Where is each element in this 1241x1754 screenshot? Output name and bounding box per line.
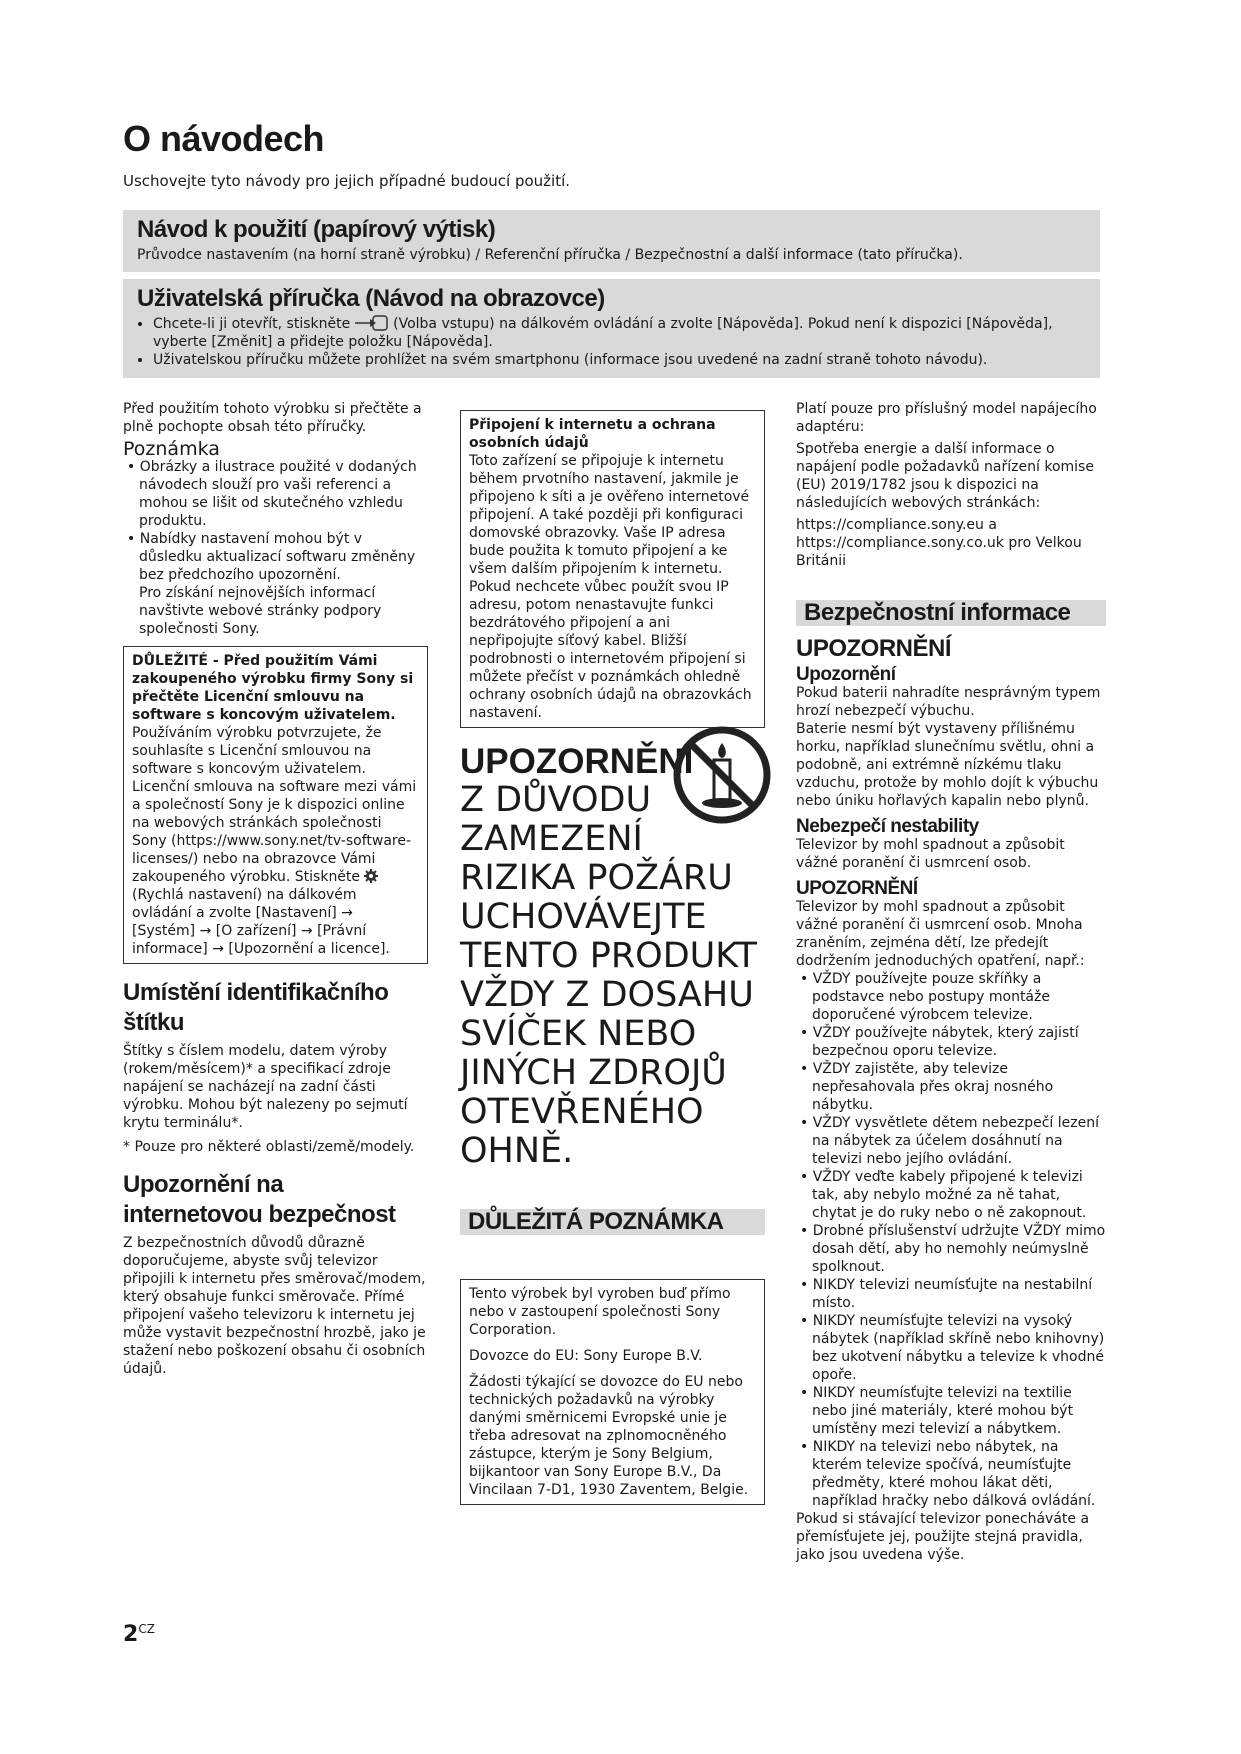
gear-icon bbox=[364, 869, 378, 883]
adapter-p1: Platí pouze pro příslušný model napájecího adaptéru: bbox=[796, 401, 1097, 435]
paper-manual-text: Průvodce nastavením (na horní straně výrobku) / Referenční příručka / Bezpečnostní a další informace (tato příručka). bbox=[137, 247, 963, 263]
language-code: CZ bbox=[138, 1622, 155, 1636]
net-heading: Upozornění na internetovou bezpečnost bbox=[123, 1171, 396, 1228]
list-item: • NIKDY televizi neumísťujte na nestabilní místo. bbox=[796, 1276, 1106, 1312]
list-item: • Chcete-li ji otevřít, stiskněte (Volba vstupu) na dálkovém ovládání a zvolte [Nápověda]. Pokud není k dispozici [Nápověda], vyberte [Změnit] a přidejte položku [Nápověda]. bbox=[153, 315, 1086, 351]
requests-text: Žádosti týkající se dovozce do EU nebo technických požadavků na výrobky danými směrnicemi Evropské unie je třeba adresovat na zplnomocněného zástupce, kterým je Sony Belgium, bijkantoor van Sony Europe B.V., Da Vincilaan 7-D1, 1930 Zaventem, Belgie. bbox=[469, 1374, 749, 1498]
list-item: • NIKDY neumísťujte televizi na vysoký nábytek (například skříně nebo knihovny) bez ukotvení nábytku a televize k vhodné opoře. bbox=[796, 1312, 1106, 1384]
list-item: • VŽDY používejte pouze skříňky a podstavce nebo postupy montáže doporučené výrobcem televize. bbox=[796, 970, 1106, 1024]
paper-manual-heading: Návod k použití (papírový výtisk) bbox=[137, 216, 496, 243]
list-item: • Nabídky nastavení mohou být v důsledku aktualizací softwaru změněny bez předchozího upozornění. bbox=[123, 530, 428, 584]
list-item: • VŽDY vysvětlete dětem nebezpečí lezení na nábytek za účelem dosáhnutí na televizi nebo jejího ovládání. bbox=[796, 1114, 1106, 1168]
manufacturer-text: Tento výrobek byl vyroben buď přímo nebo v zastoupení společnosti Sony Corporation. bbox=[469, 1286, 731, 1338]
label-heading: Umístění identifikačního štítku bbox=[123, 979, 389, 1036]
privacy-box bbox=[460, 410, 765, 728]
closing-text: Pokud si stávající televizor ponecháváte a přemísťujete jej, použijte stejná pravidla, jako jsou uvedena výše. bbox=[796, 1511, 1090, 1563]
instability-heading: Nebezpečí nestability bbox=[796, 816, 979, 837]
fire-warning-head: UPOZORNĚNÍ bbox=[460, 742, 694, 781]
caution2-heading: UPOZORNĚNÍ bbox=[796, 878, 918, 899]
label-text: Štítky s číslem modelu, datem výroby (rokem/měsícem)* a specifikací zdroje napájení se nacházejí na zadní části výrobku. Mohou být nalezeny po sejmutí krytu terminálu*. bbox=[123, 1043, 408, 1131]
page-number: $2^{CZ}$ bbox=[123, 1622, 155, 1647]
adapter-p2: Spotřeba energie a další informace o napájení podle požadavků nařízení komise (EU) 2019/1782 jsou k dispozici na následujících webových stránkách: bbox=[796, 441, 1094, 511]
no-candle-icon bbox=[672, 725, 772, 825]
importer-text: Dovozce do EU: Sony Europe B.V. bbox=[469, 1348, 703, 1364]
note-list bbox=[123, 458, 428, 584]
fire-warning-body: Z DŮVODU ZAMEZENÍ RIZIKA POŽÁRU UCHOVÁVEJTE TENTO PRODUKT VŽDY Z DOSAHU SVÍČEK NEBO JINÝCH ZDROJŮ OTEVŘENÉHO OHNĚ. bbox=[460, 780, 757, 1171]
list-item: • NIKDY neumísťujte televizi na textilie nebo jiné materiály, které mohou být umístěny mezi televizí a nábytkem. bbox=[796, 1384, 1106, 1438]
eula-box: DŮLEŽITÉ - Před použitím Vámi zakoupeného výrobku firmy Sony si přečtěte Licenční smlouvu na software s koncovým uživatelem. Používáním výrobku potvrzujete, že souhlasíte s Licenční smlouvou na software s koncovým uživatelem. Licenční smlouva na software mezi vámi a společností Sony je k dispozici online na webových stránkách společnosti Sony (https://www.sony.net/tv-software-licenses/) nebo na obrazovce Vámi zakoupeného výrobku. Stiskněte (Rychlá nastavení) na dálkovém ovládání a zvolte [Nastavení] → [Systém] → [O zařízení] → [Právní informace] → [Upozornění a licence]. bbox=[123, 646, 428, 964]
net-text: Z bezpečnostních důvodů důrazně doporučujeme, abyste svůj televizor připojili k internetu přes směrovač/modem, který obsahuje funkci směrovače. Přímé připojení vašeho televizoru k internetu jej může vystavit bezpečnostní hrozbě, jako je stažení nebo poškození obsahu či osobních údajů. bbox=[123, 1235, 426, 1377]
important-note-heading: DŮLEŽITÁ POZNÁMKA bbox=[460, 1209, 765, 1235]
onscreen-manual-heading: Uživatelská příručka (Návod na obrazovce) bbox=[137, 285, 605, 312]
caution2-text: Televizor by mohl spadnout a způsobit vážné poranění či usmrcení osob. Mnoha zraněním, zejména dětí, lze předejít dodržením jednoduchých opatření, např.: bbox=[796, 899, 1085, 969]
privacy-text: Toto zařízení se připojuje k internetu během prvotního nastavení, jakmile je připojeno k síti a je ověřeno internetové připojení. A také později při konfiguraci domovské obrazovky. Vaše IP adresa bude použita k tomuto připojení a ke všem dalším připojením k internetu. Pokud nechcete vůbec použít svou IP adresu, potom nenastavujte funkci bezdrátového připojení a ani nepřipojujte síťový kabel. Bližší podrobnosti o internetovém připojení si můžete přečíst v poznámkách ohledně ochrany osobních údajů na obrazovkách nastavení. bbox=[469, 453, 752, 721]
list-item: • Obrázky a ilustrace použité v dodaných návodech slouží pro vaši referenci a mohou se lišit od skutečného vzhledu produktu. bbox=[123, 458, 428, 530]
column-middle bbox=[460, 410, 765, 1505]
caution-heading: UPOZORNĚNÍ bbox=[796, 635, 952, 662]
list-item: • NIKDY na televizi nebo nábytek, na kterém televize spočívá, neumísťujte předměty, které mohou lákat děti, například hračky nebo dálková ovládání. bbox=[796, 1438, 1106, 1510]
eula-bold: DŮLEŽITÉ - Před použitím Vámi zakoupeného výrobku firmy Sony si přečtěte Licenční smlouvu na software s koncovým uživatelem. bbox=[132, 653, 414, 723]
intro-text: Uschovejte tyto návody pro jejich případné budoucí použití. bbox=[123, 172, 571, 190]
instability-text: Televizor by mohl spadnout a způsobit vážné poranění či usmrcení osob. bbox=[796, 837, 1065, 871]
note-extra: Pro získání nejnovějších informací navštivte webové stránky podpory společnosti Sony. bbox=[139, 585, 382, 637]
input-select-icon bbox=[355, 315, 389, 331]
page-title: O návodech bbox=[123, 118, 325, 159]
list-item: • VŽDY používejte nábytek, který zajistí bezpečnou oporu televize. bbox=[796, 1024, 1106, 1060]
note-heading: Poznámka bbox=[123, 438, 220, 460]
col1-intro: Před použitím tohoto výrobku si přečtěte a plně pochopte obsah této příručky. bbox=[123, 401, 422, 435]
adapter-p3: https://compliance.sony.eu a https://compliance.sony.co.uk pro Velkou Británii bbox=[796, 517, 1082, 569]
column-left bbox=[123, 400, 428, 1378]
label-footnote: * Pouze pro některé oblasti/země/modely. bbox=[123, 1139, 415, 1155]
safety-heading: Bezpečnostní informace bbox=[796, 600, 1106, 626]
caution-subheading: Upozornění bbox=[796, 664, 896, 685]
paper-manual-box bbox=[123, 210, 1100, 272]
privacy-heading: Připojení k internetu a ochrana osobních údajů bbox=[469, 417, 716, 451]
column-right bbox=[796, 400, 1106, 1564]
battery-text-1: Pokud baterii nahradíte nesprávným typem hrozí nebezpečí výbuchu. bbox=[796, 685, 1101, 719]
battery-text-2: Baterie nesmí být vystaveny přílišnému horku, například slunečnímu světlu, ohni a podobně, ani extrémně nízkému tlaku vzduchu, protože by mohlo dojít k výbuchu nebo úniku hořlavých kapalin nebo plynů. bbox=[796, 721, 1099, 809]
list-item: • Drobné příslušenství udržujte VŽDY mimo dosah dětí, aby ho nemohly neúmyslně spolknout. bbox=[796, 1222, 1106, 1276]
onscreen-manual-list bbox=[137, 315, 1086, 369]
list-item: • VŽDY veďte kabely připojené k televizi tak, aby nebylo možné za ně tahat, chytat je do ruky nebo o ně zakopnout. bbox=[796, 1168, 1106, 1222]
safety-list bbox=[796, 970, 1106, 1510]
list-item: • VŽDY zajistěte, aby televize nepřesahovala přes okraj nosného nábytku. bbox=[796, 1060, 1106, 1114]
list-item: • Uživatelskou příručku můžete prohlížet na svém smartphonu (informace jsou uvedené na zadní straně tohoto návodu). bbox=[153, 351, 1086, 369]
manufacturer-box bbox=[460, 1279, 765, 1505]
onscreen-manual-box bbox=[123, 279, 1100, 378]
